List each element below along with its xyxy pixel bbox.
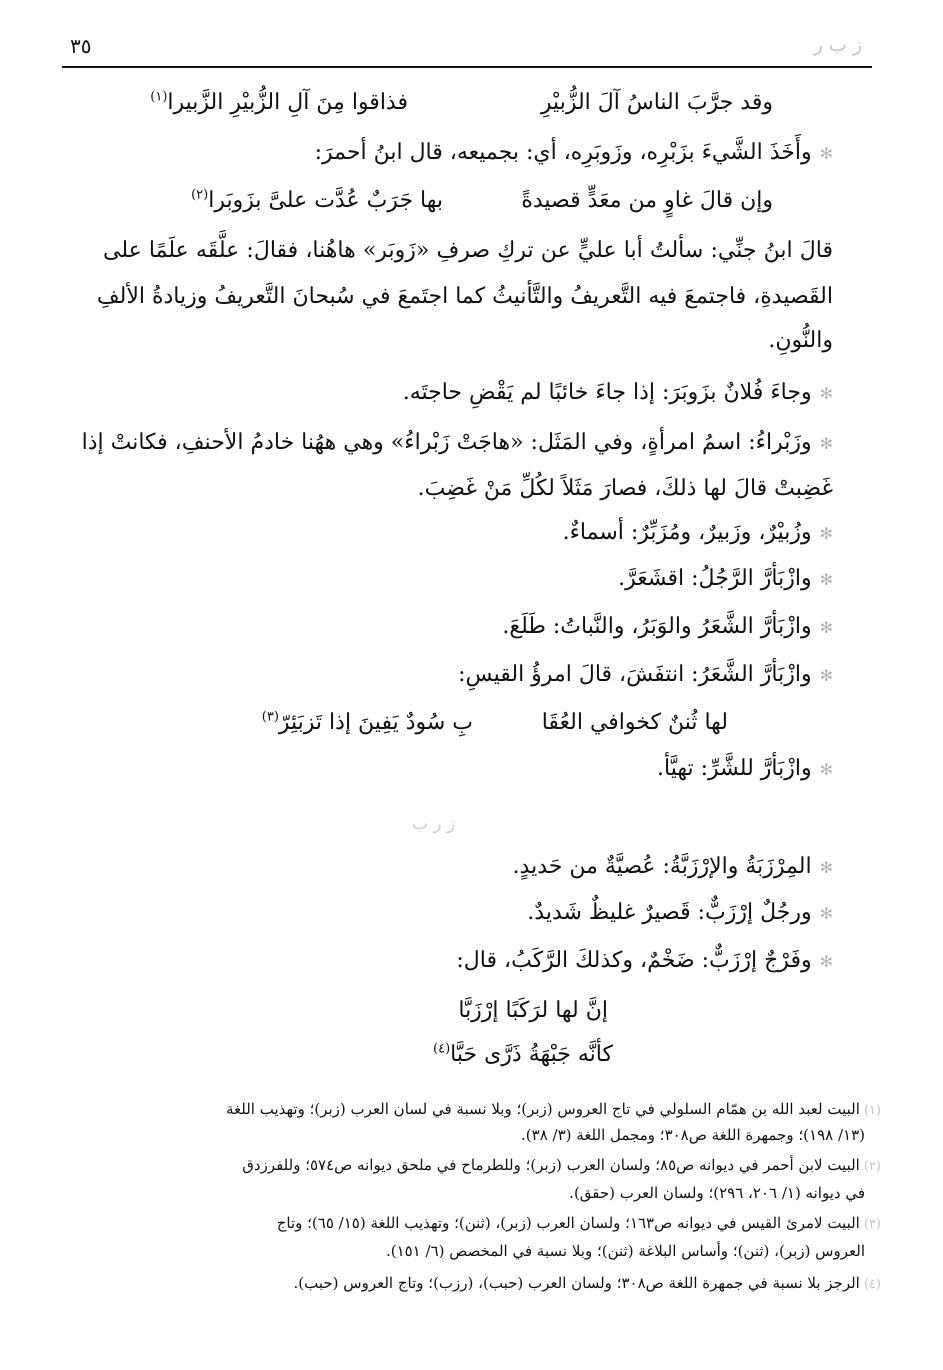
asterisk-icon: ✻: [819, 144, 833, 163]
entry-line: ✻وازْبَأرَّ الرَّجُلُ: اقشَعَرَّ.: [618, 566, 833, 591]
footnote-1: (١)البيت لعبد الله بن همّام السلولي في تاج العروس (زبر)؛ وبلا نسبة في لسان العرب (زبر)؛ وتهذيب اللغة: [225, 1100, 881, 1118]
footnote-marker: (١): [863, 1103, 881, 1118]
footnote-ref-1[interactable]: (١): [150, 89, 168, 105]
section-heading: ز ر ب: [412, 814, 456, 834]
footnote-marker: (٢): [863, 1159, 881, 1174]
entry-line: ✻وازْبَأرَّ الشَّعَرُ والوَبَرُ، والنَّباتُ: طَلَعَ.: [502, 614, 833, 639]
footnote-marker: (٤): [863, 1277, 881, 1292]
verse2-first-hemistich: وإن قالَ غاوٍ من معَدٍّ قصيدةً: [521, 188, 773, 213]
running-head: ز ب ر: [813, 34, 862, 56]
asterisk-icon: ✻: [819, 904, 833, 923]
asterisk-icon: ✻: [819, 384, 833, 403]
entry-line: ✻المِرْزَبَةُ والإرْزَبَّةُ: عُصيَّةٌ من حَديدٍ.: [512, 854, 833, 879]
entry-line: ✻وأَخَذَ الشَّيءَ بزَبْرِه، وزَوبَرِه، أي: بجميعه، قال ابنُ أحمرَ:: [314, 140, 833, 165]
page-header: [62, 28, 872, 68]
asterisk-icon: ✻: [819, 952, 833, 971]
asterisk-icon: ✻: [819, 524, 833, 543]
page-number: ٣٥: [70, 34, 92, 58]
entry-line: ✻وفَرْجٌ إرْزَبٌّ: ضَخْمٌ، وكذلكَ الرَّكَبُ، قال:: [456, 948, 833, 973]
entry-line: ✻ورجُلٌ إرْزَبٌّ: قَصيرٌ غليظٌ شَديدٌ.: [527, 900, 833, 925]
verse3-second-hemistich: بِ سُودٌ يَفِينَ إذا تَزبَئِرّ$^{(٣)}$: [261, 709, 473, 735]
footnote-3: (٣)البيت لامرئ القيس في ديوانه ص١٦٣؛ ولسان العرب (زبر)، (ثنن)؛ وتهذيب اللغة (١٥/ ٦٥)؛ وتاج: [276, 1214, 881, 1232]
footnote-2-cont: في ديوانه (١/ ٢٠٦، ٢٩٦)؛ ولسان العرب (حقق).: [569, 1184, 865, 1202]
paragraph-line: القَصيدةِ، فاجتمعَ فيه التَّعريفُ والتَّأنيثُ كما اجتَمعَ في سُبحانَ التَّعريفُ وزيادةُ الألفِ: [96, 284, 833, 309]
footnote-marker: (٣): [863, 1217, 881, 1232]
footnote-3-cont: العروس (زبر)، (ثنن)؛ وأساس البلاغة (ثنن)؛ وبلا نسبة في المخصص (٦/ ١٥١).: [385, 1242, 865, 1260]
entry-line: ✻وجاءَ فُلانٌ بزَوبَرَ: إذا جاءَ خائبًا لم يَقْضِ حاجتَه.: [402, 380, 833, 405]
footnote-ref-2[interactable]: (٢): [191, 187, 209, 203]
footnote-4: (٤)الرجز بلا نسبة في جمهرة اللغة ص٣٠٨؛ ولسان العرب (حبب)، (رزب)؛ وتاج العروس (حبب).: [293, 1274, 881, 1292]
header-rule: [62, 66, 872, 68]
asterisk-icon: ✻: [819, 570, 833, 589]
entry-line: غَضِبتْ قالَ لها ذلكَ، فصارَ مَثَلاً لكُلِّ مَنْ غَضِبَ.: [417, 476, 833, 501]
paragraph-line: والنُّونِ.: [768, 328, 833, 353]
asterisk-icon: ✻: [819, 434, 833, 453]
verse1-second-hemistich: فذاقوا مِنَ آلِ الزُّبيْرِ الزَّبيرا$^{(١)}$: [150, 89, 408, 115]
verse1-first-hemistich: وقد جرَّبَ الناسُ آلَ الزُّبيْرِ: [540, 90, 773, 115]
paragraph-line: قالَ ابنُ جنِّي: سألتُ أبا عليٍّ عن تركِ صرفِ «زَوبَر» هاهُنا، فقالَ: علَّقَه علَمًا على: [103, 238, 833, 263]
footnote-1-cont: (١٣/ ١٩٨)؛ وجمهرة اللغة ص٣٠٨؛ ومجمل اللغة (٣/ ٣٨).: [521, 1126, 865, 1144]
verse4-line2: كأنَّه جَبْهَةُ ذَرَّى حَبَّا$^{(٤)}$: [433, 1041, 613, 1067]
entry-line: ✻وزَبْراءُ: اسمُ امرأةٍ، وفي المَثَل: «هاجَتْ زَبْراءُ» وهي ههُنا خادمُ الأحنفِ، فكانتْ إذا: [81, 430, 833, 455]
verse3-first-hemistich: لها ثُننٌ كخوافي العُقَا: [541, 710, 728, 735]
entry-line: ✻وزُبيْرٌ، وزَبيرٌ، ومُزَبِّرٌ: أسماءٌ.: [562, 520, 833, 545]
entry-line: ✻وازْبَأرَّ الشَّعَرُ: انتفَشَ، قالَ امرؤُ القيسِ:: [458, 662, 833, 687]
footnote-ref-4[interactable]: (٤): [433, 1041, 451, 1057]
entry-line: ✻وازْبَأرَّ للشَّرِّ: تهيَّأ.: [657, 756, 833, 781]
verse2-second-hemistich: بها جَرَبٌ عُدَّت علىَّ بزَوبَرا$^{(٢)}$: [191, 187, 443, 213]
asterisk-icon: ✻: [819, 858, 833, 877]
footnote-2: (٢)البيت لابن أحمر في ديوانه ص٨٥؛ ولسان العرب (زبر)؛ وللطرماح في ملحق ديوانه ص٥٧٤؛ وللفرزدق: [242, 1156, 881, 1174]
footnote-ref-3[interactable]: (٣): [261, 709, 279, 725]
asterisk-icon: ✻: [819, 618, 833, 637]
asterisk-icon: ✻: [819, 760, 833, 779]
verse4-line1: إنَّ لها لرَكَبًا إرْزَبَّا: [458, 998, 608, 1023]
asterisk-icon: ✻: [819, 666, 833, 685]
